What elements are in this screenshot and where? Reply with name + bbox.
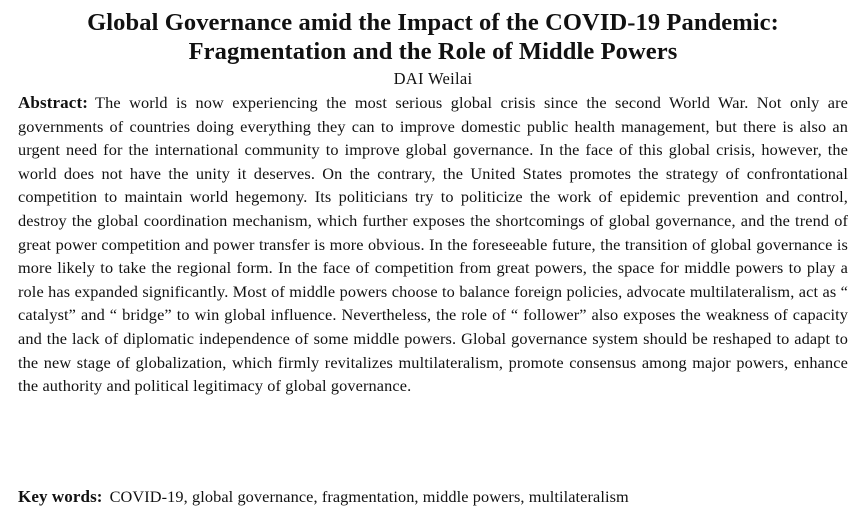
paper-title-line-2: Fragmentation and the Role of Middle Powers — [188, 38, 678, 65]
keywords-label: Key words: — [18, 487, 103, 506]
abstract-paragraph — [18, 91, 848, 398]
keywords-text: COVID-19, global governance, fragmentation, middle powers, multilateralism — [109, 487, 629, 506]
abstract-label: Abstract: — [18, 93, 89, 112]
paper-author: DAI Weilai — [393, 69, 473, 88]
keywords-paragraph — [18, 485, 848, 508]
paper-title — [18, 8, 848, 66]
abstract-text: The world is now experiencing the most serious global crisis since the second World War. Not only are governments of countries doing everything they can to improve domestic public health management, but there is also an urgent need for the international community to improve global governance. In the face of this global crisis, however, the world does not have the unity it deserves. On the contrary, the United States promotes the strategy of confrontational competition to maintain world hegemony. Its politicians try to politicize the work of epidemic prevention and control, destroy the global coordination mechanism, which further exposes the shortcomings of global governance, and the trend of great power competition and power transfer is more obvious. In the foreseeable future, the transition of global governance is more likely to take the regional form. In the face of competition from great powers, the space for middle powers to play a role has expanded significantly. Most of middle powers choose to balance foreign policies, advocate multilateralism, act as “ catalyst” and “ bridge” to win global influence. Nevertheless, the role of “ follower” also exposes the weakness of capacity and the lack of diplomatic independence of some middle powers. Global governance system should be reshaped to adapt to the new stage of globalization, which firmly revitalizes multilateralism, promote consensus among major powers, enhance the authority and political legitimacy of global governance. — [18, 93, 848, 396]
paper-title-line-1: Global Governance amid the Impact of the COVID-19 Pandemic: — [87, 9, 779, 36]
